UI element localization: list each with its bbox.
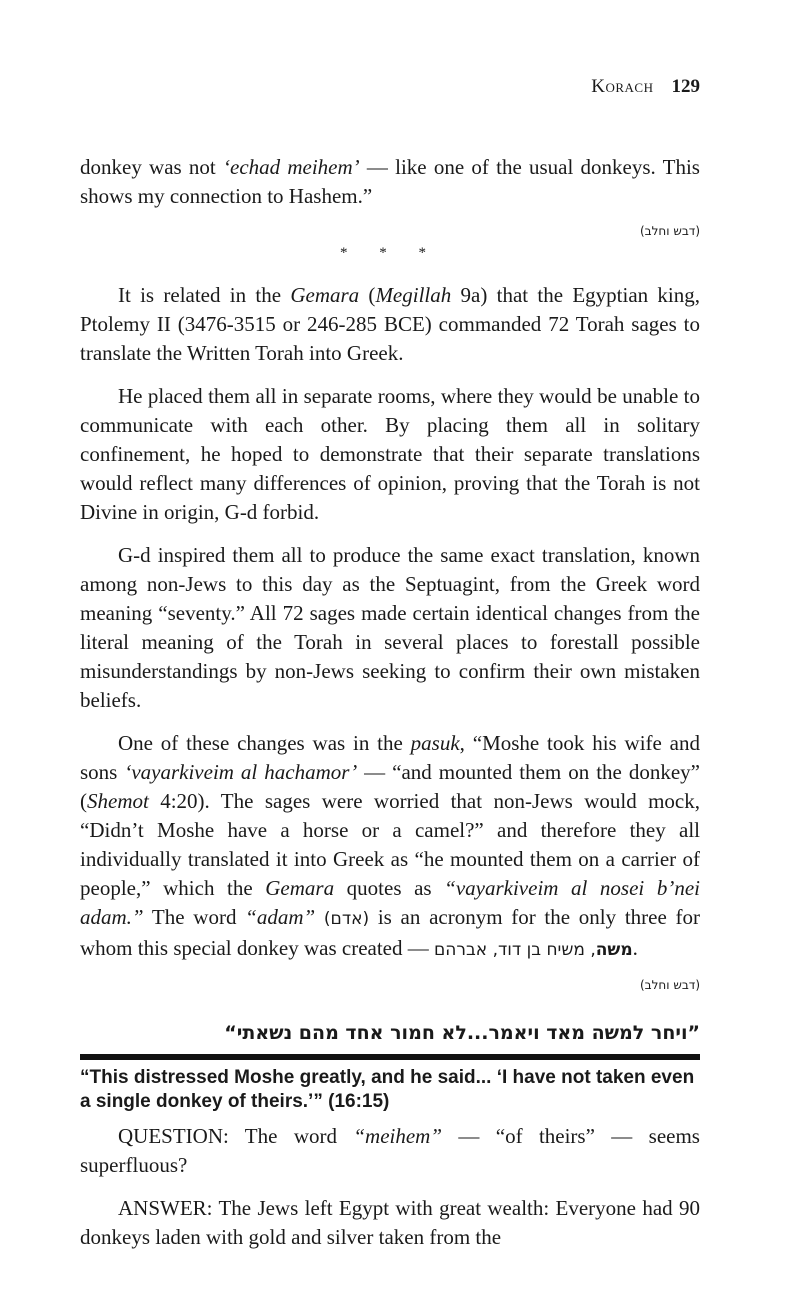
- paragraph: It is related in the Gemara (Megillah 9a) that the Egyptian king, Ptolemy II (3476-3515 or 246-285 BCE) commanded 72 Torah sages to translate the Written Torah into Greek.: [80, 283, 700, 365]
- source-citation: (דבש וחלב): [639, 978, 700, 992]
- heading-rule: [80, 1054, 700, 1060]
- question-paragraph: QUESTION: The word “meihem” — “of theirs” — seems superfluous?: [80, 1124, 700, 1177]
- hebrew-verse-heading: ”ויחר למשה מאד ויאמר...לא חמור אחד מהם נשאתי“: [224, 1022, 700, 1044]
- running-head: [591, 76, 700, 98]
- page-number: 129: [671, 76, 700, 97]
- answer-paragraph: ANSWER: The Jews left Egypt with great wealth: Everyone had 90 donkeys laden with gold and silver taken from the: [80, 1196, 700, 1249]
- body-text: [80, 153, 700, 1252]
- section-divider: * * *: [340, 245, 440, 261]
- paragraph: donkey was not ‘echad meihem’ — like one of the usual donkeys. This shows my connection to Hashem.”: [80, 155, 700, 208]
- paragraph: One of these changes was in the pasuk, “Moshe took his wife and sons ‘vayarkiveim al hachamor’ — “and mounted them on the donkey” (Shemot 4:20). The sages were worried that non-Jews would mock, “Didn’t Moshe have a horse or a camel?” and therefore they all individually translated it into Greek as “he mounted them on a carrier of people,” which the Gemara quotes as “vayarkiveim al nosei b’nei adam.” The word “adam” (אדם) is an acronym for the only three for whom this special donkey was created — משה, משיח בן דוד, אברהם .: [80, 731, 700, 960]
- chapter-title: Korach: [591, 76, 654, 97]
- english-verse-heading: “This distressed Moshe greatly, and he said... ‘I have not taken even a single donkey of theirs.’” (16:15): [80, 1067, 695, 1112]
- paragraph: G-d inspired them all to produce the same exact translation, known among non-Jews to this day as the Septuagint, from the Greek word meaning “seventy.” All 72 sages made certain identical changes from the literal meaning of the Torah in several places to forestall possible misunderstandings by non-Jews seeking to confirm their own mistaken beliefs.: [80, 543, 700, 712]
- source-citation: (דבש וחלב): [639, 224, 700, 238]
- paragraph: He placed them all in separate rooms, where they would be unable to communicate with each other. By placing them all in solitary confinement, he hoped to demonstrate that their separate translations would reflect many differences of opinion, proving that the Torah is not Divine in origin, G-d forbid.: [80, 384, 700, 524]
